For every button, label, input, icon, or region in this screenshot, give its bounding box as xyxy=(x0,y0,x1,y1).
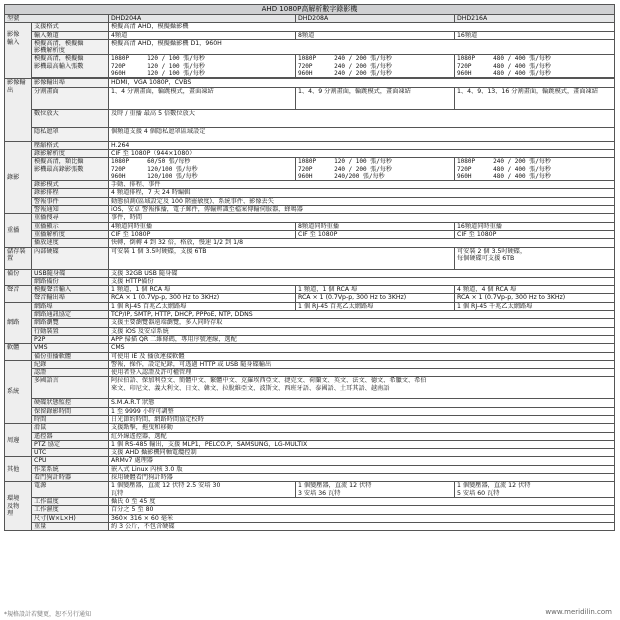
label: 警報事件 xyxy=(32,197,109,205)
value: 支援 HTTP備份 xyxy=(109,277,615,285)
value: 支援點擊，拖曳和移動 xyxy=(109,424,615,432)
label: 錄影模式 xyxy=(32,181,109,189)
label: 網路埠 xyxy=(32,302,109,310)
cat-software: 軟體 xyxy=(5,344,32,361)
label: 網路備份 xyxy=(32,277,109,285)
model-dhd204a: DHD204A xyxy=(109,15,296,23)
label: USB隨身碟 xyxy=(32,269,109,277)
label: VMS xyxy=(32,344,109,352)
website-link[interactable]: www.meridilin.com xyxy=(545,608,612,616)
value: 1080P 120 / 100 張/每秒 720P 120 / 100 張/每秒 960H 120 / 100 張/每秒 xyxy=(109,55,296,78)
value: 8頻道 xyxy=(296,31,455,39)
value: 個頻道支援 4 個隱私遮罩區域設定 xyxy=(109,127,615,141)
value: APP 掃描 QR 二維條碼，專用序號連線，選配 xyxy=(109,335,615,343)
value: 1、4、9 分割畫面，輪跳模式，畫面凍結 xyxy=(296,87,455,109)
value: 支援 AHD 攝影機同軸電纜控制 xyxy=(109,449,615,457)
value: 事件，時間 xyxy=(109,214,615,222)
value: 百分之 5 至 80 xyxy=(109,506,615,514)
label: 數位放大 xyxy=(32,109,109,127)
value: 及時 / 重播 最高 5 倍數位放大 xyxy=(109,109,615,127)
value: 模擬高清 AHD，模擬攝影機 xyxy=(109,23,615,31)
value: 1 個變壓器，直流 12 伏特 3 安培 36 瓦特 xyxy=(296,482,455,498)
cat-playback: 重播 xyxy=(5,214,32,247)
value: 1080P 480 / 400 張/每秒 720P 480 / 400 張/每秒 960H 480 / 400 張/每秒 xyxy=(455,55,615,78)
cat-video-output: 影像輸 出 xyxy=(5,79,32,141)
value: 1 頻道，1 個 RCA 埠 xyxy=(296,286,455,294)
label: PTZ 協定 xyxy=(32,440,109,448)
cat-recording: 錄影 xyxy=(5,141,32,214)
value: CIF 至 1080P（944×1080） xyxy=(109,149,615,157)
label: 錄影排程 xyxy=(32,189,109,197)
spec-title: AHD 1080P高解析數字錄影機 xyxy=(5,5,615,15)
value: 動態偵測(區域設定及 100 階靈敏度)、系統事件、影像丟失 xyxy=(109,197,615,205)
cat-video-input: 影像 輸入 xyxy=(5,23,32,79)
value: 4 頻道，4 個 RCA 埠 xyxy=(455,286,615,294)
value: 手動、排程、事件 xyxy=(109,181,615,189)
cat-storage: 儲存裝 置 xyxy=(5,247,32,269)
label: CPU xyxy=(32,457,109,465)
label: 模擬高清，模擬攝 影機解析度 xyxy=(32,39,109,55)
value: 阿拉伯語、保加利亞文、簡體中文、繁體中文、克羅埃西亞文、捷克文、荷蘭文、英文、法文、德文、希臘文、希伯 來文、印尼文、義大利文、日文、韓文、拉脫維亞文、波斯文、西班牙語、泰國語、土耳其語、越南語 xyxy=(109,377,615,399)
cat-peripherals: 周邊 xyxy=(5,424,32,457)
value: CIF 至 1080P xyxy=(296,230,455,238)
value: TCP/IP, SMTP, HTTP, DHCP, PPPoE, NTP, DDNS xyxy=(109,311,615,319)
title-row xyxy=(5,5,615,15)
cat-network: 網路 xyxy=(5,302,32,343)
value: 可安裝 1 個 3.5吋硬碟，支援 6TB xyxy=(109,247,455,269)
value: 1080P 240 / 200 張/每秒 720P 480 / 400 張/每秒 960H 480 / 400 張/每秒 xyxy=(455,158,615,181)
model-dhd208a: DHD208A xyxy=(296,15,455,23)
value: 約 3 公斤，不包含硬碟 xyxy=(109,522,615,530)
label: 模擬高清，模擬攝 影機最高輸入張數 xyxy=(32,55,109,78)
label: 支援格式 xyxy=(32,23,109,31)
value: iOS，安卓 警報推播，電子郵件，傳輸辨識至檔案傳輸伺服器，蜂鳴器 xyxy=(109,206,615,214)
value: 1 個變壓器，直流 12 伏特 5 安培 60 瓦特 xyxy=(455,482,615,498)
cat-audio: 聲音 xyxy=(5,286,32,303)
label: 網路通訊協定 xyxy=(32,311,109,319)
label: P2P xyxy=(32,335,109,343)
value: 360× 316 × 60 毫米 xyxy=(109,514,615,522)
label: 滑鼠 xyxy=(32,424,109,432)
value: 1 個 RJ-45 百兆乙太網路埠 xyxy=(109,302,296,310)
value: RCA × 1 (0.7Vp-p, 300 Hz to 3KHz) xyxy=(109,294,296,302)
label: 影像輸出埠 xyxy=(32,79,109,87)
label: 隱私遮罩 xyxy=(32,127,109,141)
value: 1 個變壓器，直流 12 伏特 2.5 安培 30 瓦特 xyxy=(109,482,296,498)
label: 工作濕度 xyxy=(32,506,109,514)
value: CIF 至 1080P xyxy=(455,230,615,238)
value: 可安裝 2 個 3.5吋硬碟， 每個硬碟可支援 6TB xyxy=(455,247,615,269)
value: 使用者登入認證及許可權管理 xyxy=(109,369,615,377)
value: 可使用 IE 及 播放連接軟體 xyxy=(109,352,615,360)
value: 16頻道 xyxy=(455,31,615,39)
spec-table xyxy=(4,4,615,531)
value: 1 個 RS-485 輸出，支援 MLP1，PELCO.P，SAMSUNG，LG-MULTIX xyxy=(109,440,615,448)
label: 看門狗計時器 xyxy=(32,474,109,482)
label: 警報通知 xyxy=(32,206,109,214)
label: 保留錄影時間 xyxy=(32,407,109,415)
value: 1080P 240 / 200 張/每秒 720P 240 / 200 張/每秒 960H 240 / 200 張/每秒 xyxy=(296,55,455,78)
label: 電源 xyxy=(32,482,109,498)
value: 4頻道 xyxy=(109,31,296,39)
label: 備份重播軟體 xyxy=(32,352,109,360)
value: 日光節約時間，網路時間協定校時 xyxy=(109,415,615,423)
value: CIF 至 1080P xyxy=(109,230,296,238)
value: 嵌入式 Linux 內核 3.0 版 xyxy=(109,465,615,473)
value: 1、4、9、13、16 分割畫面，輪跳模式，畫面凍結 xyxy=(455,87,615,109)
label: 遙控器 xyxy=(32,432,109,440)
value: H.264 xyxy=(109,141,615,149)
model-label: 型號 xyxy=(5,15,109,23)
value: 支援 32GB USB 隨身碟 xyxy=(109,269,615,277)
value: 1、4 分割畫面，輪跳模式，畫面凍結 xyxy=(109,87,296,109)
value: 支援主要瀏覽器遠端瀏覽，多人同時存取 xyxy=(109,319,615,327)
value: 1080P 60/50 張/每秒 720P 120/100 張/每秒 960H 120/100 張/每秒 xyxy=(109,158,296,181)
label: 時間 xyxy=(32,415,109,423)
label: 紀錄 xyxy=(32,360,109,368)
value: 1 個 RJ-45 百兆乙太網路埠 xyxy=(296,302,455,310)
value: RCA × 1 (0.7Vp-p, 300 Hz to 3KHz) xyxy=(296,294,455,302)
label: 工作溫度 xyxy=(32,497,109,505)
label: 內部硬碟 xyxy=(32,247,109,269)
value: 警報，操作，設定紀錄，可透過 HTTP 或 USB 隨身碟輸出 xyxy=(109,360,615,368)
header-row xyxy=(5,15,615,23)
value: 紅外線遙控器，選配 xyxy=(109,432,615,440)
value: 8頻道同時重播 xyxy=(296,222,455,230)
value: 1 頻道，1 個 RCA 埠 xyxy=(109,286,296,294)
value: 攝氏 0 至 45 度 xyxy=(109,497,615,505)
label: 硬碟狀態監控 xyxy=(32,399,109,407)
label: 作業系統 xyxy=(32,465,109,473)
label: 重量 xyxy=(32,522,109,530)
label: 模擬聲音輸入 xyxy=(32,286,109,294)
disclaimer-note: *規格設計若變更，恕不另行通知 xyxy=(4,611,92,618)
value: S.M.A.R.T 狀態 xyxy=(109,399,615,407)
label: 播放速度 xyxy=(32,239,109,247)
value: 支援 iOS 及安卓系統 xyxy=(109,327,615,335)
label: 尺寸(W×L×H) xyxy=(32,514,109,522)
value: RCA × 1 (0.7Vp-p, 300 Hz to 3KHz) xyxy=(455,294,615,302)
label: 多國語言 xyxy=(32,377,109,399)
label: 重播搜尋 xyxy=(32,214,109,222)
label: 網路瀏覽 xyxy=(32,319,109,327)
value: ARMv7 處理器 xyxy=(109,457,615,465)
value: 1 至 9999 小時可調整 xyxy=(109,407,615,415)
value: 模擬高清 AHD，模擬攝影機 D1，960H xyxy=(109,39,615,55)
label: 聲音輸出埠 xyxy=(32,294,109,302)
value: 1080P 120 / 100 張/每秒 720P 240 / 200 張/每秒 960H 240/200 張/每秒 xyxy=(296,158,455,181)
value: 4 頻道排程，7 天 24 時編輯 xyxy=(109,189,615,197)
label: 重播解析度 xyxy=(32,230,109,238)
value: 1 個 RJ-45 千兆乙太網路埠 xyxy=(455,302,615,310)
cat-backup: 備份 xyxy=(5,269,32,286)
value: HDMI，VGA 1080P，CVBS xyxy=(109,79,615,87)
model-dhd216a: DHD216A xyxy=(455,15,615,23)
label: 行動裝置 xyxy=(32,327,109,335)
value: 4頻道同時重播 xyxy=(109,222,296,230)
label: 分割畫面 xyxy=(32,87,109,109)
value: 快轉，倒轉 4 到 32 倍，格放，慢速 1/2 到 1/8 xyxy=(109,239,615,247)
label: 認證 xyxy=(32,369,109,377)
value: CMS xyxy=(109,344,615,352)
label: UTC xyxy=(32,449,109,457)
label: 輸入頻道 xyxy=(32,31,109,39)
label: 模擬高清，類比攝 影機最高錄影張數 xyxy=(32,158,109,181)
value: 採用硬體看門狗計時器 xyxy=(109,474,615,482)
cat-system: 系統 xyxy=(5,360,32,423)
label: 重播顯示 xyxy=(32,222,109,230)
label: 錄影解析度 xyxy=(32,149,109,157)
cat-other: 其他 xyxy=(5,457,32,482)
label: 壓縮格式 xyxy=(32,141,109,149)
cat-environment: 環境 及物 理 xyxy=(5,482,32,531)
value: 16頻道同時重播 xyxy=(455,222,615,230)
